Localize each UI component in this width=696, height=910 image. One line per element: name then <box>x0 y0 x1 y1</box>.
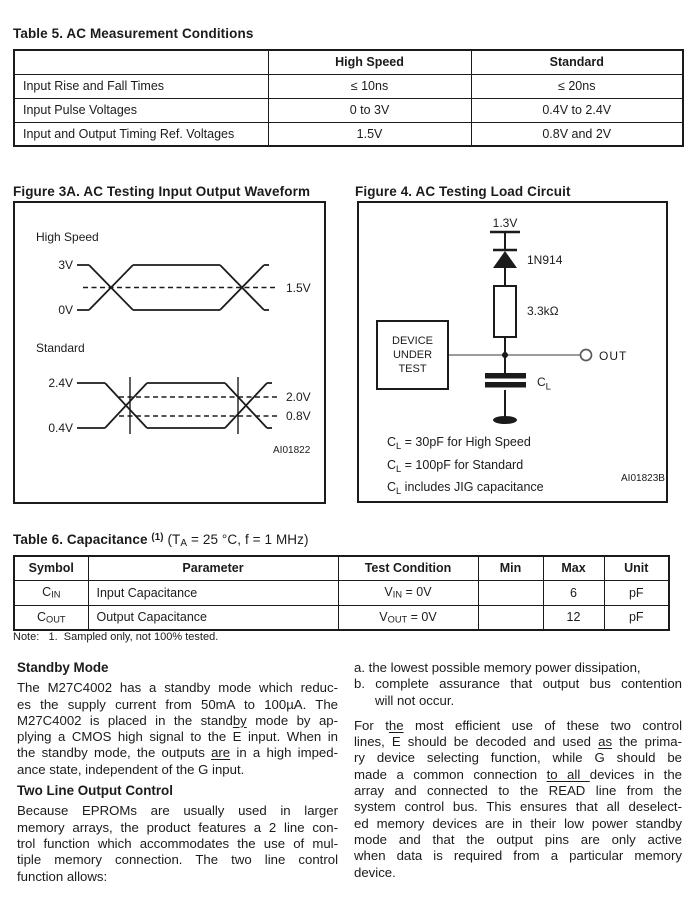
text-segment: devices in the <box>589 766 682 782</box>
text-line <box>354 734 682 750</box>
text-segment: L <box>396 440 402 451</box>
text-segment: tiple memory connection. The two line control <box>17 852 338 868</box>
min-cell <box>478 580 543 605</box>
text-segment: V <box>384 585 393 600</box>
text-line <box>17 803 338 819</box>
table-row <box>14 74 683 98</box>
parameter-cell: Input Capacitance <box>88 580 338 605</box>
text-segment: made a common connection <box>354 766 547 782</box>
max-cell: 6 <box>543 580 604 605</box>
text-line <box>17 680 338 696</box>
text-line <box>17 713 338 729</box>
level-label-3v: 3V <box>58 258 73 272</box>
text-line <box>354 865 682 881</box>
text-line <box>17 852 338 868</box>
text-segment: For t <box>354 717 389 733</box>
header-cell-standard: Standard <box>471 50 683 74</box>
text-line <box>17 762 338 778</box>
text-segment: L <box>396 486 402 497</box>
text-line <box>17 820 338 836</box>
standby-mode-heading: Standby Mode <box>17 660 109 675</box>
table5-title: Table 5. AC Measurement Conditions <box>13 26 254 41</box>
header-cell-min: Min <box>478 556 543 580</box>
value-cell: 0.8V and 2V <box>471 122 683 146</box>
ref-label-1_5v: 1.5V <box>286 281 311 295</box>
text-segment: trol function which accommodates the use of mul- <box>17 835 338 851</box>
value-cell: 1.5V <box>268 122 471 146</box>
supply-voltage-label: 1.3V <box>492 216 518 230</box>
param-cell: Input Pulse Voltages <box>14 98 268 122</box>
header-cell-parameter: Parameter <box>88 556 338 580</box>
value-cell: ≤ 20ns <box>471 74 683 98</box>
diode-symbol <box>493 251 517 268</box>
text-segment: b. complete assurance that output bus contention <box>354 676 682 692</box>
text-segment: IN <box>392 589 403 600</box>
text-segment: a. the lowest possible memory power dissipation, <box>354 660 641 675</box>
left-text-column <box>17 660 338 890</box>
text-segment: function allows: <box>17 868 108 884</box>
load-cap-notes <box>387 433 607 501</box>
text-segment: es the supply current from 50mA to 100µA. The <box>17 696 338 712</box>
condition-cell <box>338 580 478 605</box>
out-label: OUT <box>599 349 628 363</box>
text-segment: he <box>388 717 404 733</box>
standard-label: Standard <box>36 341 85 355</box>
load-cap-label: $C_L$ <box>537 375 551 393</box>
two-line-output-paragraph <box>17 803 338 884</box>
text-segment: = 0V <box>407 609 437 624</box>
text-segment: most efficient use of these two control <box>403 717 683 733</box>
header-cell-symbol: Symbol <box>14 556 88 580</box>
dut-line: DEVICE <box>392 335 433 347</box>
table-row <box>14 98 683 122</box>
text-line <box>17 869 338 885</box>
header-cell-blank <box>14 50 268 74</box>
text-segment: are <box>211 745 231 761</box>
text-segment: mode by ap- <box>246 712 339 728</box>
text-line <box>354 718 682 734</box>
text-segment: system control bus. This ensures that all deselect- <box>354 799 682 815</box>
text-line <box>354 767 682 783</box>
figure4-title: Figure 4. AC Testing Load Circuit <box>355 184 571 199</box>
high-speed-label: High Speed <box>36 230 99 244</box>
figure-id-label: AI01822 <box>273 445 311 456</box>
text-segment: the standby mode, the outputs <box>17 745 212 761</box>
text-line <box>17 729 338 745</box>
text-segment: C <box>387 457 397 472</box>
table-header-row <box>14 50 683 74</box>
ground-symbol <box>493 416 517 424</box>
level-label-0v: 0V <box>58 303 73 317</box>
table6-title <box>13 532 309 549</box>
ac-load-circuit-figure <box>357 201 668 503</box>
ref-label-0_8v: 0.8V <box>286 409 311 423</box>
capacitor-plate <box>485 382 526 388</box>
text-segment: OUT <box>46 614 66 625</box>
text-segment: memory arrays, the product features a 2 line con- <box>17 819 338 835</box>
text-segment: as <box>598 734 613 750</box>
figure-id-label: AI01823B <box>621 473 665 484</box>
text-segment: C <box>42 585 52 600</box>
standby-mode-paragraph <box>17 680 338 778</box>
header-cell-max: Max <box>543 556 604 580</box>
parameter-cell: Output Capacitance <box>88 605 338 630</box>
text-segment: the prima- <box>612 734 682 750</box>
text-segment: OUT <box>387 614 408 625</box>
text-segment: The M27C4002 has a standby mode which reduc- <box>17 680 338 696</box>
text-segment: will not occur. <box>375 692 455 708</box>
header-cell-test-condition: Test Condition <box>338 556 478 580</box>
param-cell: Input and Output Timing Ref. Voltages <box>14 122 268 146</box>
text-line <box>387 433 607 456</box>
text-line <box>354 832 682 848</box>
text-line <box>387 478 607 501</box>
table6 <box>13 555 670 631</box>
table5 <box>13 49 684 147</box>
high-speed-waveform <box>77 265 275 310</box>
text-segment: in a high imped- <box>230 745 338 761</box>
condition-cell <box>338 605 478 630</box>
text-segment: C <box>36 609 46 624</box>
figure3a-title: Figure 3A. AC Testing Input Output Waveform <box>13 184 311 199</box>
dut-line: UNDER <box>392 349 433 361</box>
timing-reference-ticks <box>130 377 238 434</box>
value-cell: 0 to 3V <box>268 98 471 122</box>
max-cell: 12 <box>543 605 604 630</box>
two-line-output-heading: Two Line Output Control <box>17 783 173 799</box>
text-segment: ance state, independent of the G input. <box>17 761 245 777</box>
node-dot <box>502 352 508 358</box>
right-text-column <box>354 660 682 881</box>
text-segment: ed memory devices are in their low power standby <box>354 815 682 831</box>
text-segment: A <box>180 537 188 549</box>
table-header-row <box>14 556 669 580</box>
text-line <box>354 816 682 832</box>
resistor-value-label: 3.3kΩ <box>527 304 559 318</box>
text-segment: C <box>387 480 397 495</box>
text-line <box>354 848 682 864</box>
text-segment: L <box>396 463 402 474</box>
table6-footnote: Note: 1. Sampled only, not 100% tested. <box>13 631 219 643</box>
text-segment: lines, E should be decoded and used <box>354 734 599 750</box>
text-segment: Table 6. Capacitance <box>13 532 152 547</box>
text-segment: C <box>387 435 397 449</box>
text-segment: device. <box>354 864 396 880</box>
text-segment: (1) <box>151 532 164 544</box>
text-line <box>354 676 682 692</box>
standard-waveform <box>77 377 277 434</box>
min-cell <box>478 605 543 630</box>
text-line <box>17 836 338 852</box>
text-segment: (T <box>163 532 181 547</box>
text-segment: M27C4002 is placed in the stand <box>17 712 233 728</box>
text-line <box>354 660 682 676</box>
unit-cell: pF <box>604 605 669 630</box>
text-line <box>354 799 682 815</box>
text-segment: = 30pF for High Speed <box>401 435 531 449</box>
ac-testing-waveform-figure <box>13 201 326 504</box>
table-row <box>14 580 669 605</box>
level-label-2_4v: 2.4V <box>48 376 73 390</box>
text-segment: array and connected to the READ line from the <box>354 783 682 799</box>
dut-line: TEST <box>398 363 427 375</box>
header-cell-unit: Unit <box>604 556 669 580</box>
header-cell-high-speed: High Speed <box>268 50 471 74</box>
value-cell: ≤ 10ns <box>268 74 471 98</box>
text-line <box>387 456 607 479</box>
out-terminal-icon <box>581 350 592 361</box>
text-segment: = 25 °C, f = 1 MHz) <box>187 532 309 547</box>
level-label-0_4v: 0.4V <box>48 421 73 435</box>
param-cell: Input Rise and Fall Times <box>14 74 268 98</box>
text-segment: IN <box>51 589 61 600</box>
table-row <box>14 605 669 630</box>
control-lines-paragraph <box>354 718 682 881</box>
symbol-cell <box>14 580 88 605</box>
text-segment: ry device selecting function, while G should be <box>354 750 682 766</box>
text-segment: by <box>232 712 247 728</box>
text-line <box>354 750 682 766</box>
text-segment: V <box>379 609 388 624</box>
diode-part-label: 1N914 <box>527 253 563 267</box>
table-row <box>14 122 683 146</box>
capacitor-plate <box>485 373 526 379</box>
text-segment: = 100pF for Standard <box>401 457 524 472</box>
device-under-test-box <box>376 320 449 390</box>
text-segment: mode and that the output pins are only active <box>354 831 682 847</box>
text-segment: plying a CMOS high signal to the E input. When in <box>17 729 338 745</box>
symbol-cell <box>14 605 88 630</box>
text-segment: to all <box>546 766 590 782</box>
text-segment: Because EPROMs are usually used in larger <box>17 803 338 819</box>
ref-label-2_0v: 2.0V <box>286 390 311 404</box>
text-segment: when data is required from a particular memory <box>354 848 682 864</box>
text-line <box>17 697 338 713</box>
value-cell: 0.4V to 2.4V <box>471 98 683 122</box>
resistor-symbol <box>494 286 516 337</box>
list-item-b <box>354 676 682 709</box>
list-item-a <box>354 660 682 676</box>
text-segment: = 0V <box>402 585 432 600</box>
unit-cell: pF <box>604 580 669 605</box>
text-segment: includes JIG capacitance <box>401 480 544 495</box>
text-line <box>354 693 682 709</box>
text-line <box>354 783 682 799</box>
text-line <box>17 745 338 761</box>
